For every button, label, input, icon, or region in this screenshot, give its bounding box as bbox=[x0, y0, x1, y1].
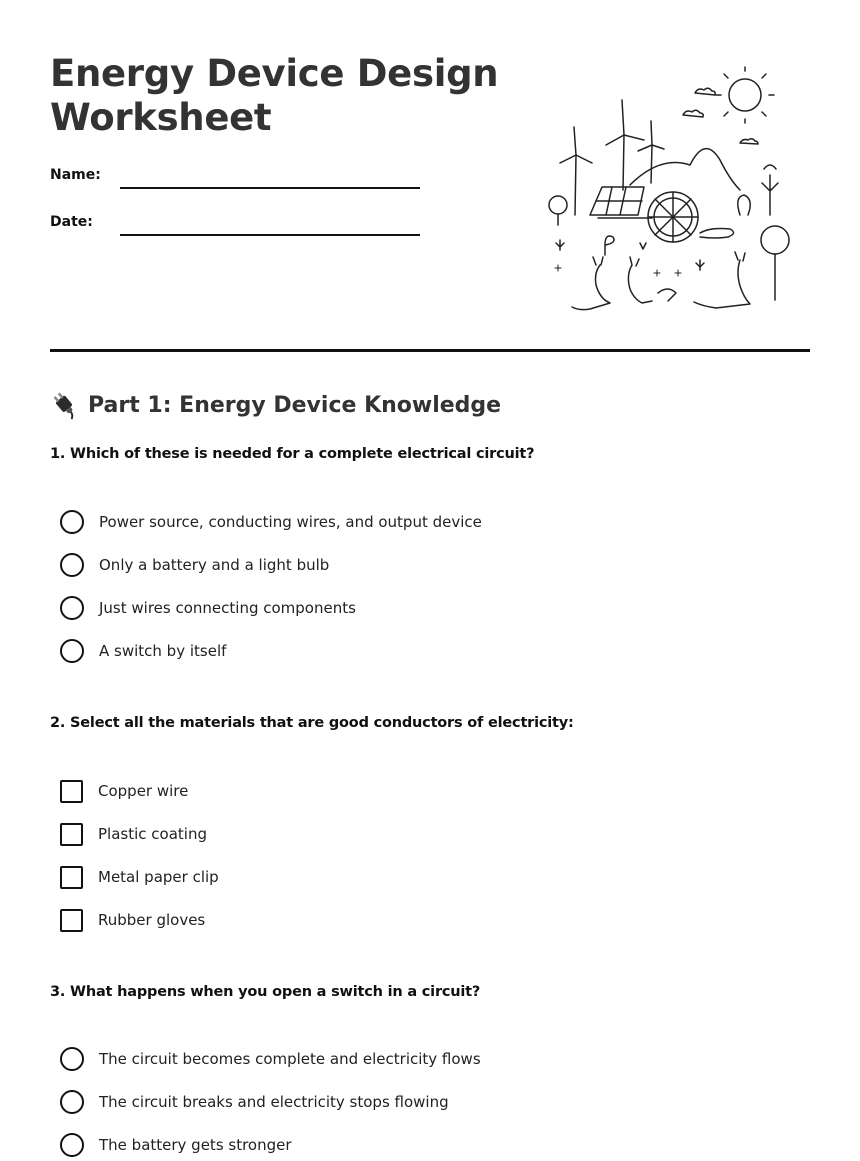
plant-icon bbox=[696, 260, 704, 270]
q1-option-2[interactable] bbox=[60, 552, 329, 578]
solar-panel-icon bbox=[590, 187, 652, 218]
section-1-title: Part 1: Energy Device Knowledge bbox=[88, 392, 502, 418]
checkbox[interactable] bbox=[60, 909, 83, 932]
plug-icon bbox=[50, 390, 80, 420]
option-label: A switch by itself bbox=[99, 642, 227, 660]
option-label: The circuit breaks and electricity stops flowing bbox=[99, 1093, 449, 1111]
date-input-line[interactable] bbox=[120, 234, 420, 236]
cloud-icon bbox=[683, 110, 703, 117]
option-label: Power source, conducting wires, and output device bbox=[99, 513, 482, 531]
radio-button[interactable] bbox=[60, 510, 84, 534]
kangaroo-icon bbox=[572, 252, 750, 310]
radio-button[interactable] bbox=[60, 1090, 84, 1114]
name-field[interactable] bbox=[50, 165, 430, 195]
sun-icon bbox=[716, 67, 774, 123]
q1-option-4[interactable] bbox=[60, 638, 226, 664]
q2-option-4[interactable] bbox=[60, 907, 205, 933]
q2-option-3[interactable] bbox=[60, 864, 219, 890]
q2-option-1[interactable] bbox=[60, 778, 188, 804]
question-3: 3. What happens when you open a switch in a circuit? bbox=[50, 984, 481, 1000]
plant-icon bbox=[640, 243, 646, 249]
option-label: Copper wire bbox=[98, 782, 189, 800]
option-label: Rubber gloves bbox=[98, 911, 206, 929]
question-2: 2. Select all the materials that are good conductors of electricity: bbox=[50, 715, 574, 731]
header-divider bbox=[50, 349, 810, 352]
question-1: 1. Which of these is needed for a complete electrical circuit? bbox=[50, 446, 535, 462]
option-label: Just wires connecting components bbox=[99, 599, 356, 617]
q1-option-1[interactable] bbox=[60, 509, 482, 535]
plant-icon bbox=[605, 236, 614, 255]
name-label: Name: bbox=[50, 167, 101, 183]
option-label: Only a battery and a light bulb bbox=[99, 556, 330, 574]
date-label: Date: bbox=[50, 214, 93, 230]
hill bbox=[630, 149, 740, 190]
option-label: The battery gets stronger bbox=[99, 1136, 292, 1154]
q3-option-3[interactable] bbox=[60, 1132, 292, 1158]
energy-landscape-illustration bbox=[540, 65, 820, 315]
option-label: Plastic coating bbox=[98, 825, 207, 843]
title-line-2: Worksheet bbox=[50, 96, 272, 139]
q3-option-1[interactable] bbox=[60, 1046, 481, 1072]
cloud-icon bbox=[695, 88, 715, 95]
checkbox[interactable] bbox=[60, 866, 83, 889]
radio-button[interactable] bbox=[60, 596, 84, 620]
section-1-heading bbox=[50, 388, 501, 422]
q3-option-2[interactable] bbox=[60, 1089, 449, 1115]
option-label: Metal paper clip bbox=[98, 868, 219, 886]
tree-icon bbox=[549, 165, 789, 300]
q1-option-3[interactable] bbox=[60, 595, 356, 621]
date-field[interactable] bbox=[50, 212, 430, 242]
checkbox[interactable] bbox=[60, 780, 83, 803]
option-label: The circuit becomes complete and electricity flows bbox=[99, 1050, 481, 1068]
worksheet-title bbox=[50, 52, 520, 140]
wind-turbine-icon bbox=[560, 100, 664, 215]
checkbox[interactable] bbox=[60, 823, 83, 846]
radio-button[interactable] bbox=[60, 1047, 84, 1071]
plant-icon bbox=[556, 240, 564, 250]
radio-button[interactable] bbox=[60, 1133, 84, 1157]
cloud-icon bbox=[740, 139, 758, 144]
title-line-1: Energy Device Design bbox=[50, 52, 499, 95]
stars-decoration bbox=[555, 265, 681, 276]
radio-button[interactable] bbox=[60, 639, 84, 663]
name-input-line[interactable] bbox=[120, 187, 420, 189]
water-wheel-icon bbox=[648, 192, 734, 242]
q2-option-2[interactable] bbox=[60, 821, 207, 847]
radio-button[interactable] bbox=[60, 553, 84, 577]
